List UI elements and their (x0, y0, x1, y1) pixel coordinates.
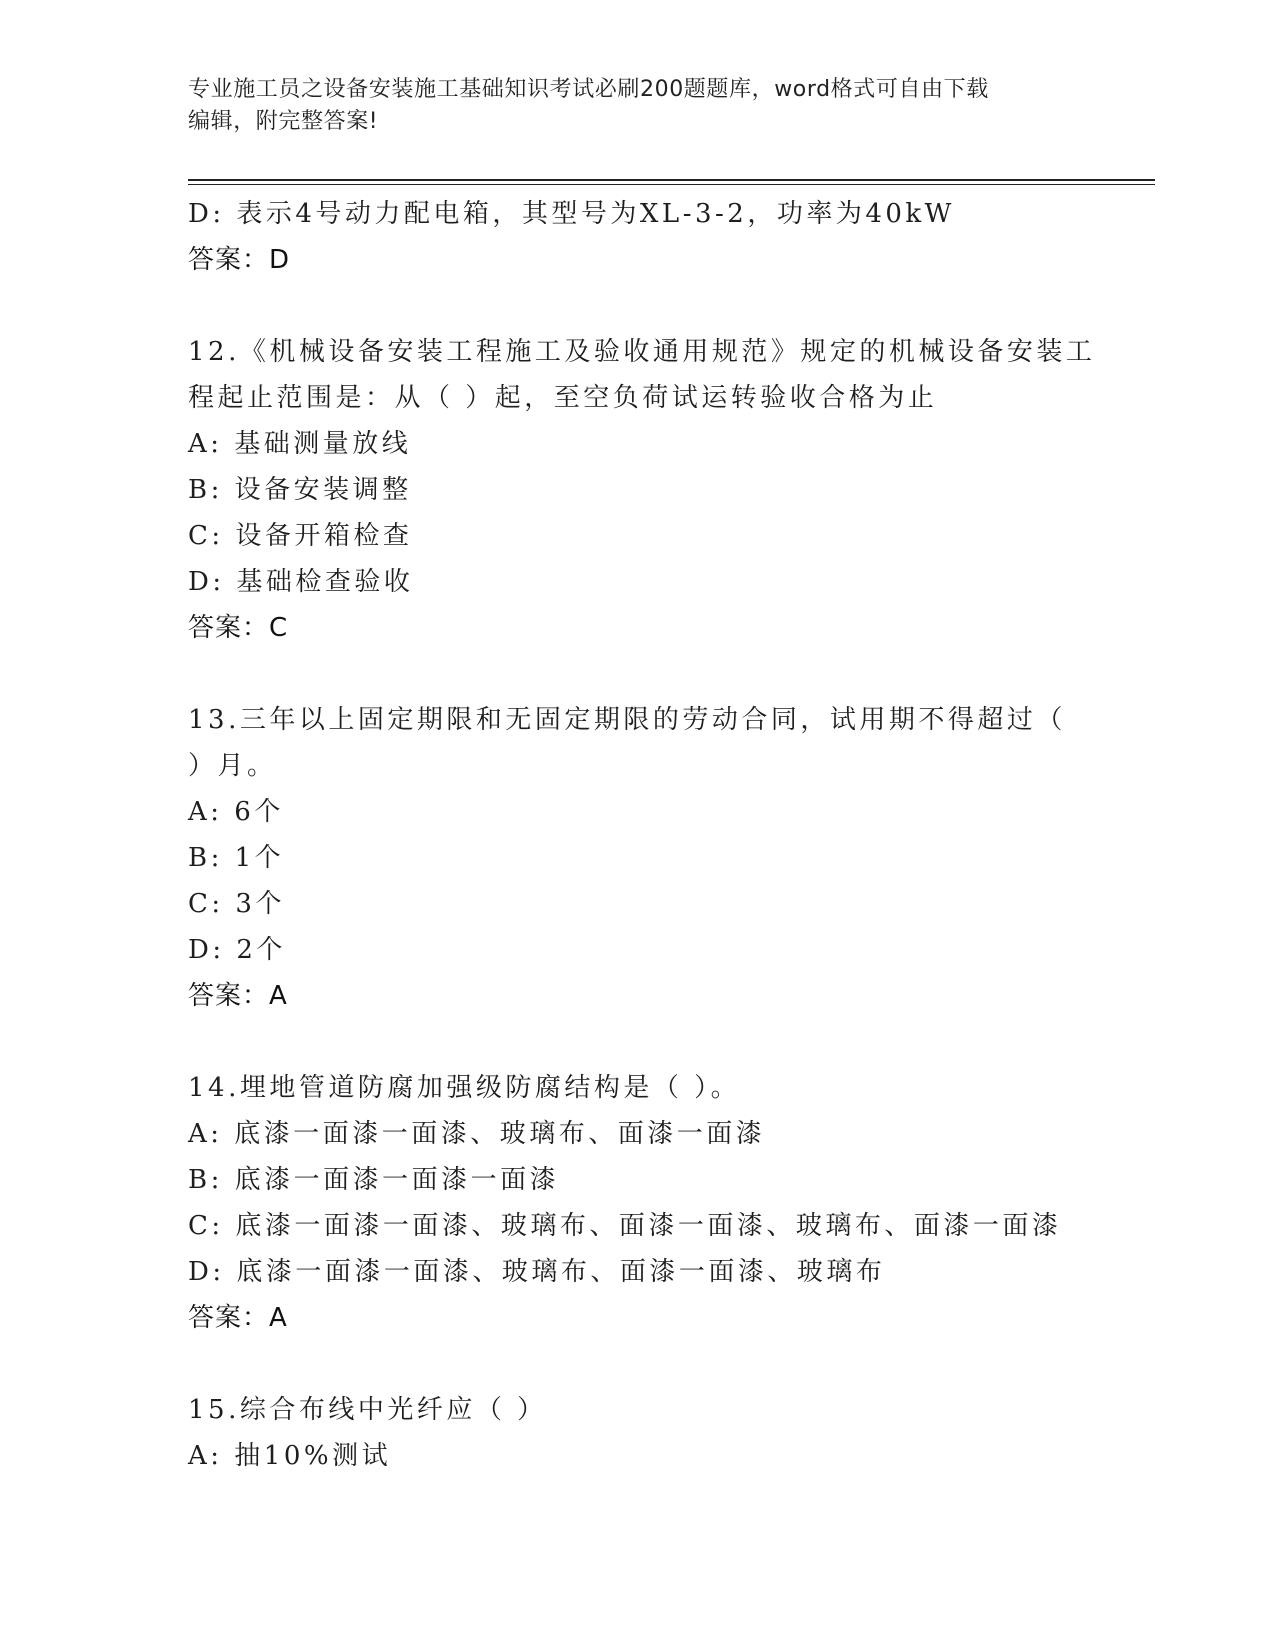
option-a: A: 基础测量放线 (188, 429, 412, 459)
option-b: B: 设备安装调整 (188, 475, 412, 505)
question-14 (188, 1065, 1148, 1341)
option-b: B: 底漆一面漆一面漆一面漆 (188, 1165, 560, 1195)
question-list (188, 191, 1148, 1479)
header-rule-thick (188, 179, 1155, 181)
question-12 (188, 329, 1148, 651)
header-line-2: 编辑，附完整答案! (188, 109, 379, 134)
option-a: A: 抽10%测试 (188, 1441, 392, 1471)
spacer (188, 1019, 1148, 1065)
spacer (188, 651, 1148, 697)
document-header (188, 74, 1088, 138)
option-d: D: 基础检查验收 (188, 567, 414, 597)
question-stem: 15.综合布线中光纤应（ ） (188, 1395, 547, 1425)
question-13 (188, 697, 1148, 1019)
answer: 答案：A (188, 981, 288, 1011)
spacer (188, 283, 1148, 329)
option-d: D: 底漆一面漆一面漆、玻璃布、面漆一面漆、玻璃布 (188, 1257, 886, 1287)
question-stem: ）月。 (188, 751, 277, 781)
question-stem: 13.三年以上固定期限和无固定期限的劳动合同，试用期不得超过（ (188, 705, 1066, 735)
answer: 答案：A (188, 1303, 288, 1333)
question-15 (188, 1387, 1148, 1479)
answer: 答案：C (188, 613, 289, 643)
spacer (188, 1341, 1148, 1387)
option-b: B: 1个 (188, 843, 285, 873)
option-c: C: 设备开箱检查 (188, 521, 413, 551)
option-d: D: 表示4号动力配电箱，其型号为XL-3-2，功率为40kW (188, 199, 955, 229)
option-c: C: 底漆一面漆一面漆、玻璃布、面漆一面漆、玻璃布、面漆一面漆 (188, 1211, 1062, 1241)
option-d: D: 2个 (188, 935, 286, 965)
option-a: A: 6个 (188, 797, 284, 827)
answer: 答案：D (188, 245, 291, 275)
question-stem: 12.《机械设备安装工程施工及验收通用规范》规定的机械设备安装工 (188, 337, 1096, 367)
option-a: A: 底漆一面漆一面漆、玻璃布、面漆一面漆 (188, 1119, 766, 1149)
option-c: C: 3个 (188, 889, 285, 919)
header-rule-thin (188, 184, 1155, 185)
question-stem: 程起止范围是：从（ ）起，至空负荷试运转验收合格为止 (188, 383, 938, 413)
question-stem: 14.埋地管道防腐加强级防腐结构是（ ）。 (188, 1073, 741, 1103)
previous-question-tail (188, 191, 1148, 283)
header-line-1: 专业施工员之设备安装施工基础知识考试必刷200题题库，word格式可自由下载 (188, 77, 989, 102)
